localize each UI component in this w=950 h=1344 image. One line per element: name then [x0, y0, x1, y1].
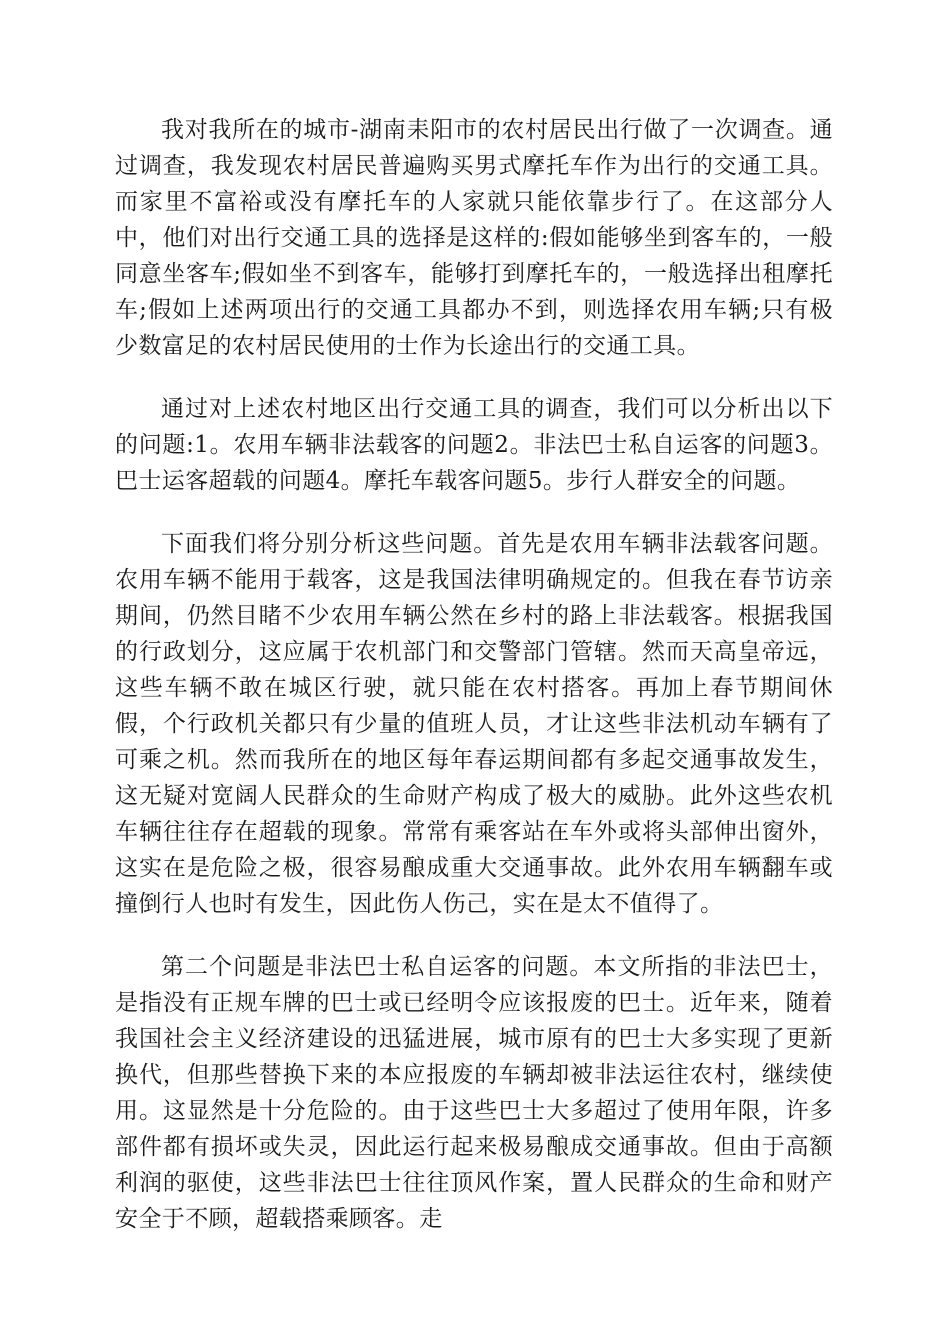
document-page: [115, 112, 833, 1264]
paragraph-1: 我对我所在的城市-湖南耒阳市的农村居民出行做了一次调查。通过调查，我发现农村居民普遍购买男式摩托车作为出行的交通工具。而家里不富裕或没有摩托车的人家就只能依靠步行了。在这部分人中，他们对出行交通工具的选择是这样的:假如能够坐到客车的，一般同意坐客车;假如坐不到客车，能够打到摩托车的，一般选择出租摩托车;假如上述两项出行的交通工具都办不到，则选择农用车辆;只有极少数富足的农村居民使用的士作为长途出行的交通工具。: [115, 117, 833, 359]
paragraph-3: 下面我们将分别分析这些问题。首先是农用车辆非法载客问题。农用车辆不能用于载客，这是我国法律明确规定的。但我在春节访亲期间，仍然目睹不少农用车辆公然在乡村的路上非法载客。根据我国的行政划分，这应属于农机部门和交警部门管辖。然而天高皇帝远，这些车辆不敢在城区行驶，就只能在农村搭客。再加上春节期间休假，个行政机关都只有少量的值班人员，才让这些非法机动车辆有了可乘之机。然而我所在的地区每年春运期间都有多起交通事故发生，这无疑对宽阔人民群众的生命财产构成了极大的威胁。此外这些农机车辆往往存在超载的现象。常常有乘客站在车外或将头部伸出窗外，这实在是危险之极，很容易酿成重大交通事故。此外农用车辆翻车或撞倒行人也时有发生，因此伤人伤己，实在是太不值得了。: [115, 531, 833, 917]
paragraph-2: 通过对上述农村地区出行交通工具的调查，我们可以分析出以下的问题:1。农用车辆非法载客的问题2。非法巴士私自运客的问题3。巴士运客超载的问题4。摩托车载客问题5。步行人群安全的问题。: [115, 396, 833, 494]
paragraph-4: 第二个问题是非法巴士私自运客的问题。本文所指的非法巴士，是指没有正规车牌的巴士或已经明令应该报废的巴士。近年来，随着我国社会主义经济建设的迅猛进展，城市原有的巴士大多实现了更新换代，但那些替换下来的本应报废的车辆却被非法运往农村，继续使用。这显然是十分危险的。由于这些巴士大多超过了使用年限，许多部件都有损坏或失灵，因此运行起来极易酿成交通事故。但由于高额利润的驱使，这些非法巴士往往顶风作案，置人民群众的生命和财产安全于不顾，超载搭乘顾客。走: [115, 954, 833, 1232]
